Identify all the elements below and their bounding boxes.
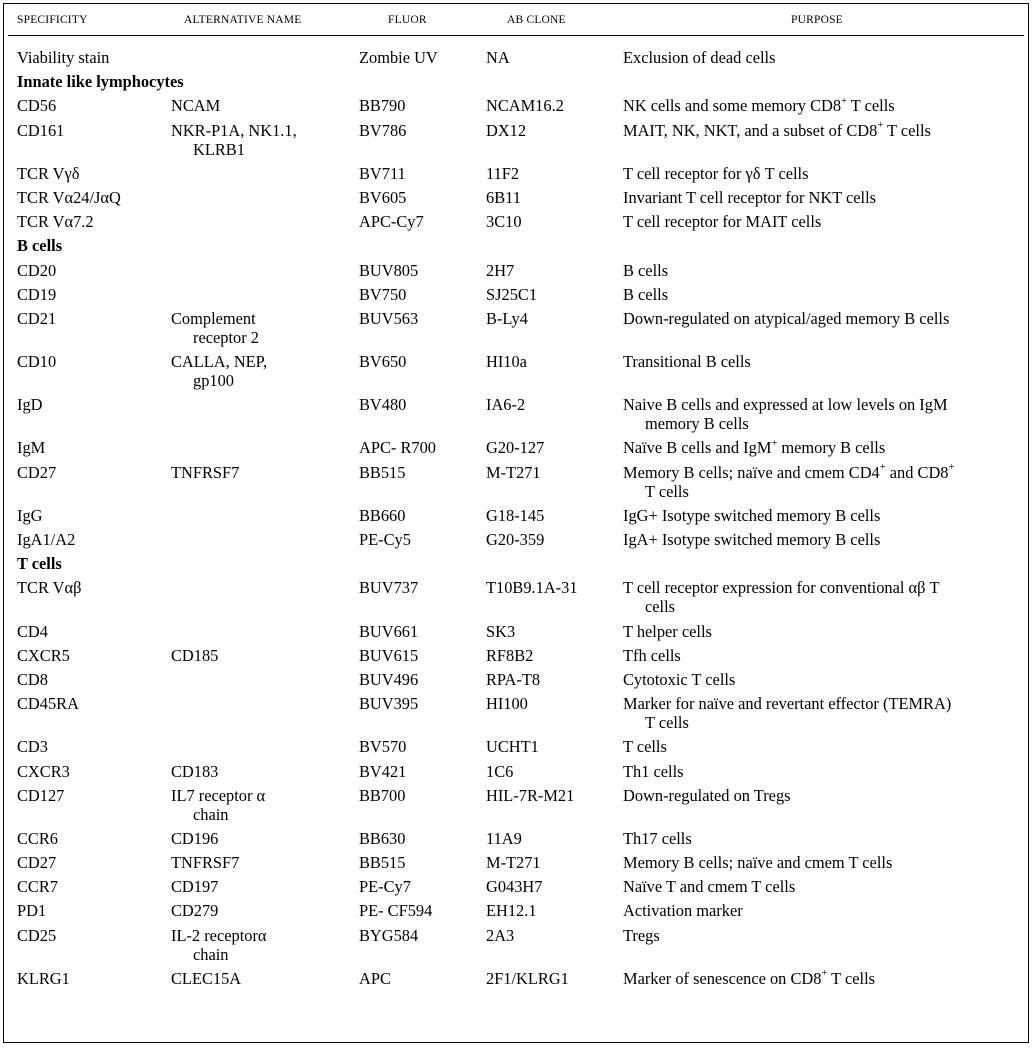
cell-fluor: BYG584 xyxy=(359,925,419,945)
cell-purpose: IgG+ Isotype switched memory B cells xyxy=(623,505,881,525)
cell-alternative-name: NCAM xyxy=(171,96,221,116)
cell-specificity: CXCR3 xyxy=(17,761,70,781)
cell-alternative-name: TNFRSF7 xyxy=(171,853,240,873)
table-row xyxy=(4,670,1028,694)
cell-fluor: BUV496 xyxy=(359,669,419,689)
cell-fluor: APC-Cy7 xyxy=(359,212,424,232)
cell-ab-clone: NCAM16.2 xyxy=(486,96,564,116)
cell-purpose: B cells xyxy=(623,260,669,280)
table-row xyxy=(4,212,1028,236)
cell-alternative-name: IL7 receptor α chain xyxy=(171,785,266,824)
header-divider xyxy=(8,35,1024,36)
table-row xyxy=(4,969,1028,993)
table-row xyxy=(4,646,1028,670)
cell-ab-clone: 2H7 xyxy=(486,260,515,280)
cell-ab-clone: DX12 xyxy=(486,120,527,140)
cell-alternative-name: CD196 xyxy=(171,828,219,848)
cell-purpose: IgA+ Isotype switched memory B cells xyxy=(623,530,881,549)
cell-alternative-name: NKR-P1A, NK1.1, KLRB1 xyxy=(171,120,297,159)
cell-purpose: Memory B cells; naïve and cmem T cells xyxy=(623,853,893,873)
cell-fluor: BUV661 xyxy=(359,621,419,641)
cell-specificity: IgM xyxy=(17,438,46,458)
table-row xyxy=(4,762,1028,786)
cell-ab-clone: G20-127 xyxy=(486,438,545,458)
cell-fluor: BV570 xyxy=(359,737,407,757)
cell-purpose: T cell receptor expression for conventional αβ T cells xyxy=(623,578,940,617)
cell-ab-clone: NA xyxy=(486,48,510,67)
cell-ab-clone: 3C10 xyxy=(486,212,522,232)
cell-fluor: PE-Cy5 xyxy=(359,530,411,549)
cell-fluor: BUV737 xyxy=(359,578,419,598)
cell-purpose: Naive B cells and expressed at low levels on IgM memory B cells xyxy=(623,395,948,434)
section-heading-row xyxy=(4,236,1028,260)
cell-alternative-name: CALLA, NEP, gp100 xyxy=(171,352,268,391)
cell-specificity: CD56 xyxy=(17,96,57,116)
cell-specificity: CD45RA xyxy=(17,694,79,714)
table-row xyxy=(4,48,1028,72)
cell-fluor: BB515 xyxy=(359,853,406,873)
cell-ab-clone: 11F2 xyxy=(486,163,520,183)
cell-fluor: BV605 xyxy=(359,187,407,207)
cell-ab-clone: G18-145 xyxy=(486,505,545,525)
cell-purpose: Marker of senescence on CD8+ T cells xyxy=(623,968,876,988)
table-row xyxy=(4,694,1028,737)
header-ab-clone: AB CLONE xyxy=(507,14,566,26)
cell-fluor: APC xyxy=(359,968,391,988)
cell-alternative-name: Complement receptor 2 xyxy=(171,308,259,347)
cell-purpose: Exclusion of dead cells xyxy=(623,48,776,67)
cell-fluor: BB660 xyxy=(359,505,406,525)
cell-purpose: NK cells and some memory CD8+ T cells xyxy=(623,95,895,116)
cell-specificity: CD8 xyxy=(17,669,48,689)
table-row xyxy=(4,737,1028,761)
table-frame xyxy=(3,3,1029,1043)
cell-fluor: BB515 xyxy=(359,462,406,482)
cell-specificity: CD25 xyxy=(17,925,57,945)
cell-fluor: BV786 xyxy=(359,120,407,140)
cell-purpose: T cell receptor for γδ T cells xyxy=(623,163,809,183)
cell-specificity: TCR Vαβ xyxy=(17,578,82,598)
cell-ab-clone: UCHT1 xyxy=(486,737,539,757)
cell-ab-clone: 2A3 xyxy=(486,925,515,945)
table-row xyxy=(4,901,1028,925)
cell-alternative-name: IL-2 receptorα chain xyxy=(171,925,267,964)
cell-purpose: T cell receptor for MAIT cells xyxy=(623,212,822,232)
cell-purpose: Th17 cells xyxy=(623,828,692,848)
table-row xyxy=(4,261,1028,285)
table-row xyxy=(4,853,1028,877)
table-header xyxy=(4,4,1028,36)
table-row xyxy=(4,309,1028,352)
cell-ab-clone: RPA-T8 xyxy=(486,669,541,689)
cell-fluor: BV750 xyxy=(359,284,407,304)
cell-ab-clone: HI100 xyxy=(486,694,528,714)
cell-purpose: Tregs xyxy=(623,925,660,945)
cell-fluor: BUV805 xyxy=(359,260,419,280)
cell-purpose: Down-regulated on atypical/aged memory B cells xyxy=(623,308,950,328)
cell-ab-clone: SK3 xyxy=(486,621,516,641)
cell-purpose: Activation marker xyxy=(623,901,743,921)
cell-fluor: BV421 xyxy=(359,761,407,781)
cell-ab-clone: G043H7 xyxy=(486,877,543,897)
cell-specificity: CD127 xyxy=(17,785,65,805)
cell-ab-clone: 2F1/KLRG1 xyxy=(486,968,569,988)
table-row xyxy=(4,285,1028,309)
cell-purpose: Marker for naïve and revertant effector (TEMRA) T cells xyxy=(623,694,952,733)
section-heading-row xyxy=(4,554,1028,578)
cell-specificity: PD1 xyxy=(17,901,47,921)
cell-ab-clone: M-T271 xyxy=(486,462,541,482)
cell-ab-clone: SJ25C1 xyxy=(486,284,538,304)
header-alternative-name: ALTERNATIVE NAME xyxy=(184,14,302,26)
cell-fluor: APC- R700 xyxy=(359,438,436,458)
table-row xyxy=(4,121,1028,164)
cell-specificity: IgG xyxy=(17,505,43,525)
cell-alternative-name: CD185 xyxy=(171,645,219,665)
cell-purpose: Transitional B cells xyxy=(623,352,751,372)
cell-specificity: CD27 xyxy=(17,853,57,873)
table-row xyxy=(4,877,1028,901)
cell-specificity: KLRG1 xyxy=(17,968,70,988)
cell-fluor: BV480 xyxy=(359,395,407,415)
section-heading: B cells xyxy=(17,236,63,256)
table-row xyxy=(4,829,1028,853)
cell-specificity: Viability stain xyxy=(17,48,110,67)
header-purpose: PURPOSE xyxy=(791,14,843,26)
cell-ab-clone: 11A9 xyxy=(486,828,522,848)
cell-specificity: IgD xyxy=(17,395,43,415)
cell-purpose: T helper cells xyxy=(623,621,712,641)
table-row xyxy=(4,926,1028,969)
cell-fluor: PE-Cy7 xyxy=(359,877,411,897)
cell-ab-clone: HI10a xyxy=(486,352,527,372)
cell-purpose: Naïve B cells and IgM+ memory B cells xyxy=(623,437,886,458)
cell-specificity: IgA1/A2 xyxy=(17,530,76,549)
cell-ab-clone: RF8B2 xyxy=(486,645,534,665)
cell-specificity: TCR Vα7.2 xyxy=(17,212,94,232)
table-row xyxy=(4,438,1028,462)
cell-specificity: CD21 xyxy=(17,308,57,328)
table-row xyxy=(4,164,1028,188)
table-row xyxy=(4,463,1028,506)
cell-specificity: CCR7 xyxy=(17,877,58,897)
cell-specificity: TCR Vγδ xyxy=(17,163,80,183)
cell-fluor: BUV615 xyxy=(359,645,419,665)
cell-fluor: BB790 xyxy=(359,96,406,116)
header-fluor: FLUOR xyxy=(388,14,427,26)
cell-ab-clone: IA6-2 xyxy=(486,395,526,415)
cell-fluor: PE- CF594 xyxy=(359,901,433,921)
cell-specificity: CD10 xyxy=(17,352,57,372)
table-body xyxy=(4,48,1028,993)
cell-purpose: Tfh cells xyxy=(623,645,681,665)
table-row xyxy=(4,578,1028,621)
cell-fluor: BV650 xyxy=(359,352,407,372)
section-heading: T cells xyxy=(17,554,62,574)
cell-fluor: BUV563 xyxy=(359,308,419,328)
cell-alternative-name: CLEC15A xyxy=(171,968,242,988)
cell-fluor: BV711 xyxy=(359,163,406,183)
cell-purpose: Down-regulated on Tregs xyxy=(623,785,791,805)
cell-ab-clone: M-T271 xyxy=(486,853,541,873)
cell-ab-clone: B-Ly4 xyxy=(486,308,528,328)
section-heading: Innate like lymphocytes xyxy=(17,72,184,92)
table-row xyxy=(4,786,1028,829)
cell-purpose: Cytotoxic T cells xyxy=(623,669,736,689)
cell-purpose: MAIT, NK, NKT, and a subset of CD8+ T cells xyxy=(623,120,931,140)
cell-fluor: BB630 xyxy=(359,828,406,848)
cell-purpose: T cells xyxy=(623,737,667,757)
cell-ab-clone: 6B11 xyxy=(486,187,521,207)
cell-specificity: CXCR5 xyxy=(17,645,70,665)
cell-specificity: CD27 xyxy=(17,462,57,482)
cell-fluor: Zombie UV xyxy=(359,48,438,67)
cell-fluor: BB700 xyxy=(359,785,406,805)
table-row xyxy=(4,506,1028,530)
cell-ab-clone: HIL-7R-M21 xyxy=(486,785,575,805)
cell-ab-clone: T10B9.1A-31 xyxy=(486,578,578,598)
cell-purpose: Invariant T cell receptor for NKT cells xyxy=(623,187,877,207)
section-heading-row xyxy=(4,72,1028,96)
table-row xyxy=(4,96,1028,120)
cell-specificity: CD3 xyxy=(17,737,48,757)
cell-alternative-name: TNFRSF7 xyxy=(171,462,240,482)
cell-alternative-name: CD279 xyxy=(171,901,219,921)
cell-purpose: Memory B cells; naïve and cmem CD4+ and CD8+ T cells xyxy=(623,462,955,501)
cell-ab-clone: G20-359 xyxy=(486,530,545,549)
cell-specificity: CD20 xyxy=(17,260,57,280)
cell-fluor: BUV395 xyxy=(359,694,419,714)
table-row xyxy=(4,530,1028,554)
table-row xyxy=(4,188,1028,212)
cell-ab-clone: 1C6 xyxy=(486,761,514,781)
cell-specificity: TCR Vα24/JαQ xyxy=(17,187,121,207)
cell-purpose: Naïve T and cmem T cells xyxy=(623,877,796,897)
cell-ab-clone: EH12.1 xyxy=(486,901,537,921)
cell-specificity: CCR6 xyxy=(17,828,58,848)
cell-specificity: CD4 xyxy=(17,621,48,641)
table-row xyxy=(4,622,1028,646)
cell-specificity: CD161 xyxy=(17,120,65,140)
cell-alternative-name: CD183 xyxy=(171,761,219,781)
cell-purpose: B cells xyxy=(623,284,669,304)
header-specificity: SPECIFICITY xyxy=(17,14,88,26)
cell-specificity: CD19 xyxy=(17,284,57,304)
table-row xyxy=(4,395,1028,438)
cell-alternative-name: CD197 xyxy=(171,877,219,897)
cell-purpose: Th1 cells xyxy=(623,761,684,781)
table-row xyxy=(4,352,1028,395)
